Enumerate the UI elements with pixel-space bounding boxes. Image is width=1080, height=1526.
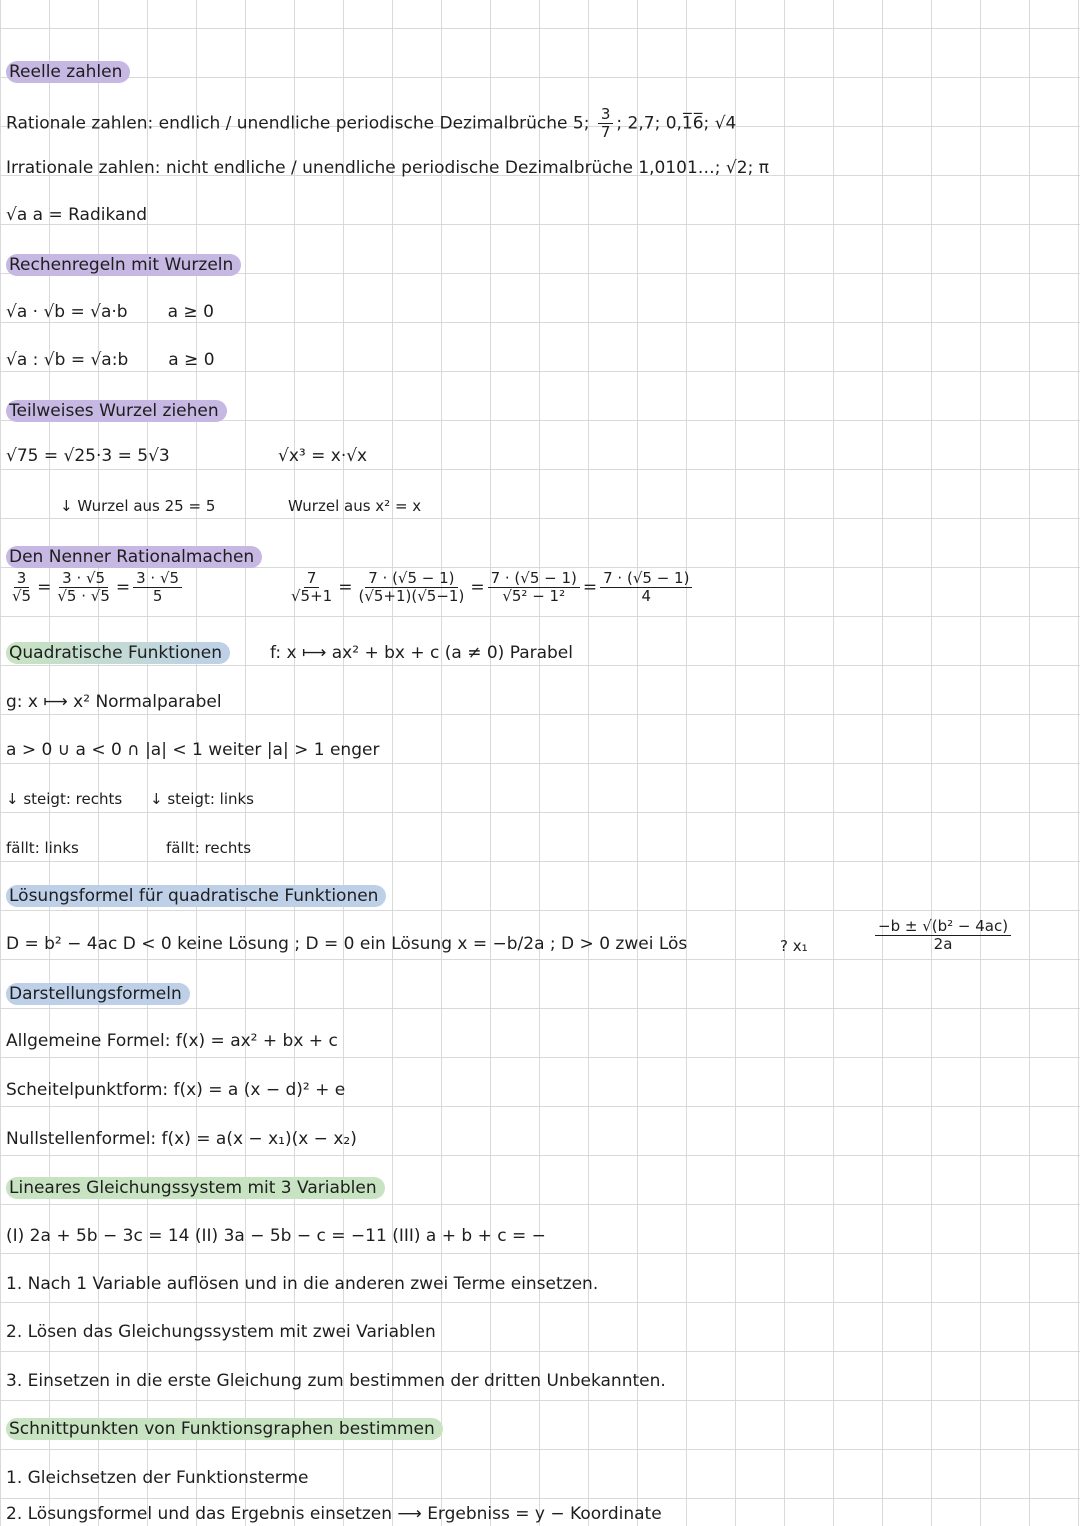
heading-teilweises-wurzelziehen bbox=[6, 399, 227, 423]
line-irrationale-zahlen: Irrationale zahlen: nicht endliche / unendliche periodische Dezimalbrüche 1,0101…; √2; π bbox=[6, 158, 769, 178]
line-lgs-schritt-1: 1. Nach 1 Variable auflösen und in die anderen zwei Terme einsetzen. bbox=[6, 1274, 599, 1294]
heading-lineares-gleichungssystem bbox=[6, 1176, 385, 1200]
line-teilweises-erklaerung-2: Wurzel aus x² = x bbox=[288, 497, 422, 515]
line-diskriminante: D = b² − 4ac D < 0 keine Lösung ; D = 0 ein Lösung x = −b/2a ; D > 0 zwei Lös bbox=[6, 934, 688, 954]
line-quadratische-definition: f: x ⟼ ax² + bx + c (a ≠ 0) Parabel bbox=[270, 643, 573, 663]
heading-loesungsformel bbox=[6, 884, 386, 908]
heading-nenner-rationalmachen bbox=[6, 545, 262, 569]
line-faellt-links: fällt: links bbox=[6, 839, 79, 857]
line-nullstellenformel: Nullstellenformel: f(x) = a(x − x₁)(x − x₂) bbox=[6, 1129, 357, 1149]
line-nenner-beispiel-2: $\frac{7}{√5+1}$ = $\frac{7 \cdot (√5 - 1)}{(√5+1)(√5-1)}$ = $\frac{7 \cdot (√5 - 1)}{\text{√5² − 1²}}$ = $\frac{7 \cdot (√5 - 1)}{4}$ bbox=[285, 570, 695, 605]
fraction: $\frac{7 \cdot (√5 - 1)}{4}$ bbox=[600, 570, 692, 605]
heading-label: Reelle zahlen bbox=[6, 61, 130, 83]
heading-quadratische-funktionen bbox=[6, 641, 230, 665]
line-rationale-zahlen: Rationale zahlen: endlich / unendliche periodische Dezimalbrüche 5; $\frac{3}{7}$ ; 2,7; 0,1̅6̅; √4 bbox=[6, 105, 737, 141]
line-nenner-beispiel-1: $\frac{3}{√5}$ = $\frac{3 \cdot √5}{√5 \cdot √5}$ = $\frac{3 \cdot √5}{5}$ bbox=[6, 570, 185, 605]
line-diskriminante-fortsetzung: ? x₁ bbox=[780, 937, 808, 955]
heading-label: Lineares Gleichungssystem mit 3 Variablen bbox=[6, 1177, 385, 1199]
fraction: $\frac{3}{7}$ bbox=[598, 106, 614, 141]
fraction: $\frac{3}{√5}$ bbox=[12, 569, 32, 605]
fraction: $\frac{7 \cdot (√5 - 1)}{\text{√5² − 1²}}$ bbox=[488, 570, 580, 605]
line-schnittpunkte-schritt-1: 1. Gleichsetzen der Funktionsterme bbox=[6, 1468, 309, 1488]
heading-darstellungsformeln bbox=[6, 982, 190, 1006]
line-normalparabel: g: x ⟼ x² Normalparabel bbox=[6, 692, 222, 712]
heading-label: Lösungsformel für quadratische Funktionen bbox=[6, 885, 386, 907]
fraction: $\frac{7 \cdot (√5 - 1)}{(√5+1)(√5-1)}$ bbox=[358, 569, 465, 605]
fraction: $\frac{7}{√5+1}$ bbox=[291, 569, 333, 605]
line-lgs-gleichungen: (I) 2a + 5b − 3c = 14 (II) 3a − 5b − c = −11 (III) a + b + c = − bbox=[6, 1226, 546, 1246]
heading-reelle-zahlen bbox=[6, 60, 130, 84]
line-regel-multiplikation: √a · √b = √a·b a ≥ 0 bbox=[6, 302, 214, 322]
heading-label: Rechenregeln mit Wurzeln bbox=[6, 254, 241, 276]
line-teilweises-beispiel-2: √x³ = x·√x bbox=[278, 446, 368, 466]
line-loesungsformel-bruch bbox=[872, 918, 1014, 953]
line-teilweises-beispiel-1: √75 = √25·3 = 5√3 bbox=[6, 446, 170, 466]
line-oeffnung: a > 0 ∪ a < 0 ∩ |a| < 1 weiter |a| > 1 enger bbox=[6, 740, 380, 760]
heading-label: Darstellungsformeln bbox=[6, 983, 190, 1005]
line-teilweises-erklaerung-1: ↓ Wurzel aus 25 = 5 bbox=[60, 497, 216, 515]
line-radikand: √a a = Radikand bbox=[6, 205, 148, 225]
heading-label: Quadratische Funktionen bbox=[6, 642, 230, 664]
line-steigt-rechts: ↓ steigt: rechts bbox=[6, 790, 123, 808]
line-scheitelpunktform: Scheitelpunktform: f(x) = a (x − d)² + e bbox=[6, 1080, 346, 1100]
heading-rechenregeln bbox=[6, 253, 241, 277]
line-steigt-links: ↓ steigt: links bbox=[150, 790, 254, 808]
fraction: $\frac{\text{−b ± √(b² − 4ac)}}{2a}$ bbox=[875, 918, 1011, 953]
heading-label: Den Nenner Rationalmachen bbox=[6, 546, 262, 568]
line-schnittpunkte-schritt-2: 2. Lösungsformel und das Ergebnis einsetzen ⟶ Ergebniss = y − Koordinate bbox=[6, 1504, 662, 1524]
line-lgs-schritt-2: 2. Lösen das Gleichungssystem mit zwei Variablen bbox=[6, 1322, 436, 1342]
heading-label: Teilweises Wurzel ziehen bbox=[6, 400, 227, 422]
line-faellt-rechts: fällt: rechts bbox=[166, 839, 252, 857]
line-lgs-schritt-3: 3. Einsetzen in die erste Gleichung zum bestimmen der dritten Unbekannten. bbox=[6, 1371, 666, 1391]
line-regel-division: √a : √b = √a:b a ≥ 0 bbox=[6, 350, 215, 370]
fraction: $\frac{3 \cdot √5}{5}$ bbox=[133, 570, 182, 605]
line-allgemeine-formel: Allgemeine Formel: f(x) = ax² + bx + c bbox=[6, 1031, 338, 1051]
fraction: $\frac{3 \cdot √5}{√5 \cdot √5}$ bbox=[57, 569, 110, 605]
heading-label: Schnittpunkten von Funktionsgraphen bestimmen bbox=[6, 1418, 443, 1440]
heading-schnittpunkte bbox=[6, 1417, 443, 1441]
